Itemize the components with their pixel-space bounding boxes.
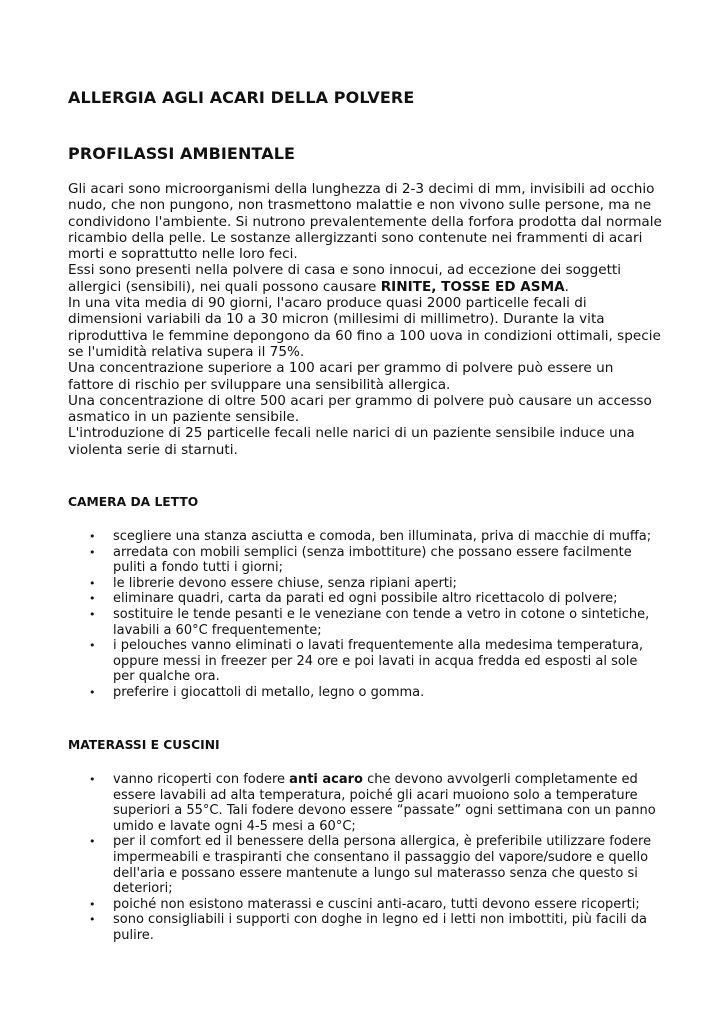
list-item-line <box>113 772 658 788</box>
intro-line: nudo, che non pungono, non trasmettono malattie e non vivono sulle persone, ma ne <box>68 197 652 214</box>
list-item-text: che devono avvolgerli completamente ed <box>363 772 638 787</box>
list-item <box>68 685 658 701</box>
list-item-line: impermeabili e traspiranti che consentano il passaggio del vapore/sudore e quello <box>113 849 649 865</box>
list-item <box>68 545 658 576</box>
list-item <box>68 897 658 913</box>
bullet-icon: • <box>89 592 96 606</box>
materassi-bullet-list <box>68 772 658 944</box>
document-title: ALLERGIA AGLI ACARI DELLA POLVERE <box>68 88 415 107</box>
list-item-line: arredata con mobili semplici (senza imbottiture) che possano essere facilmente <box>113 544 632 560</box>
intro-line: fattore di rischio per sviluppare una sensibilità allergica. <box>68 376 451 393</box>
intro-line: ricambio della pelle. Le sostanze allergizzanti sono contenute nei frammenti di acari <box>68 229 643 246</box>
list-item-line: le librerie devono essere chiuse, senza ripiani aperti; <box>113 575 457 591</box>
section-heading-materassi: MATERASSI E CUSCINI <box>68 738 220 752</box>
list-item-line: sostituire le tende pesanti e le veneziane con tende a vetro in cotone o sintetiche, <box>113 606 650 622</box>
intro-line: condividono l'ambiente. Si nutrono prevalentemente della forfora prodotta dal normale <box>68 213 662 230</box>
list-item-line: superiori a 55°C. Tali fodere devono essere “passate” ogni settimana con un panno <box>113 803 656 819</box>
list-item-line: eliminare quadri, carta da parati ed ogni possibile altro ricettacolo di polvere; <box>113 591 618 607</box>
bullet-icon: • <box>89 913 96 927</box>
anti-acaro-emphasis: anti acaro <box>289 772 363 787</box>
intro-line: Gli acari sono microorganismi della lunghezza di 2-3 decimi di mm, invisibili ad occhio <box>68 181 655 197</box>
bullet-icon: • <box>89 545 96 559</box>
intro-line: dimensioni variabili da 10 a 30 micron (millesimi di millimetro). Durante la vita <box>68 311 605 328</box>
bullet-icon: • <box>89 530 96 543</box>
camera-bullet-list <box>68 529 658 701</box>
intro-line: riproduttiva le femmine depongono da 60 fino a 100 uova in condizioni ottimali, specie <box>68 327 661 344</box>
list-item-line: sono consigliabili i supporti con doghe in legno ed i letti non imbottiti, più facili da <box>113 912 647 928</box>
intro-line: Una concentrazione di oltre 500 acari per grammo di polvere può causare un accesso <box>68 392 652 409</box>
intro-line: Essi sono presenti nella polvere di casa e sono innocui, ad eccezione dei soggetti <box>68 262 622 279</box>
list-item <box>68 638 658 685</box>
list-item-text: vanno ricoperti con fodere <box>113 772 290 787</box>
list-item <box>68 912 658 943</box>
intro-line: Una concentrazione superiore a 100 acari per grammo di polvere può essere un <box>68 360 614 377</box>
list-item-line: deteriori; <box>113 881 173 897</box>
bullet-icon: • <box>89 897 96 911</box>
list-item-line: essere lavabili ad alta temperatura, poiché gli acari muoiono solo a temperature <box>113 787 638 803</box>
list-item <box>68 576 658 592</box>
list-item-line: scegliere una stanza asciutta e comoda, ben illuminata, priva di macchie di muffa; <box>113 529 652 544</box>
intro-line: violenta serie di starnuti. <box>68 441 238 458</box>
list-item-line: per il comfort ed il benessere della persona allergica, è preferibile utilizzare fodere <box>113 834 652 850</box>
bullet-icon: • <box>89 773 96 786</box>
list-item-line: umido e lavate ogni 4-5 mesi a 60°C; <box>113 818 356 834</box>
list-item-line: lavabili a 60°C frequentemente; <box>113 622 322 638</box>
list-item <box>68 607 658 638</box>
intro-line: asmatico in un paziente sensibile. <box>68 409 300 426</box>
list-item-line: preferire i giocattoli di metallo, legno o gomma. <box>113 684 425 700</box>
intro-text: allergici (sensibili), nei quali possono causare <box>68 278 381 295</box>
list-item <box>68 772 658 834</box>
list-item-line: i pelouches vanno eliminati o lavati frequentemente alla medesima temperatura, <box>113 638 644 654</box>
bullet-icon: • <box>89 685 96 699</box>
symptoms-emphasis: RINITE, TOSSE ED ASMA <box>380 278 565 295</box>
intro-line: se l'umidità relativa supera il 75%. <box>68 343 305 360</box>
section-title-profilassi: PROFILASSI AMBIENTALE <box>68 144 296 163</box>
list-item-line: puliti a fondo tutti i giorni; <box>113 560 283 576</box>
bullet-icon: • <box>89 607 96 621</box>
intro-line: L'introduzione di 25 particelle fecali nelle narici di un paziente sensibile induce una <box>68 425 635 442</box>
section-heading-camera: CAMERA DA LETTO <box>68 495 199 509</box>
bullet-icon: • <box>89 835 96 849</box>
bullet-icon: • <box>89 576 96 590</box>
list-item-line: per qualche ora. <box>113 669 220 685</box>
intro-paragraph <box>68 181 663 458</box>
list-item-line: oppure messi in freezer per 24 ore e poi lavati in acqua fredda ed esposti al sole <box>113 653 638 669</box>
list-item-line: pulire. <box>113 927 154 943</box>
list-item <box>68 529 658 545</box>
list-item <box>68 834 658 896</box>
list-item-line: poiché non esistono materassi e cuscini anti-acaro, tutti devono essere ricoperti; <box>113 896 640 912</box>
intro-line <box>68 279 663 295</box>
intro-text: . <box>564 278 569 295</box>
intro-line: In una vita media di 90 giorni, l'acaro produce quasi 2000 particelle fecali di <box>68 295 587 312</box>
list-item-line: dell'aria e possano essere mantenute a lungo sul materasso senza che questo si <box>113 865 638 881</box>
intro-line: morti e soprattutto nelle loro feci. <box>68 246 298 263</box>
list-item <box>68 591 658 607</box>
bullet-icon: • <box>89 639 96 653</box>
